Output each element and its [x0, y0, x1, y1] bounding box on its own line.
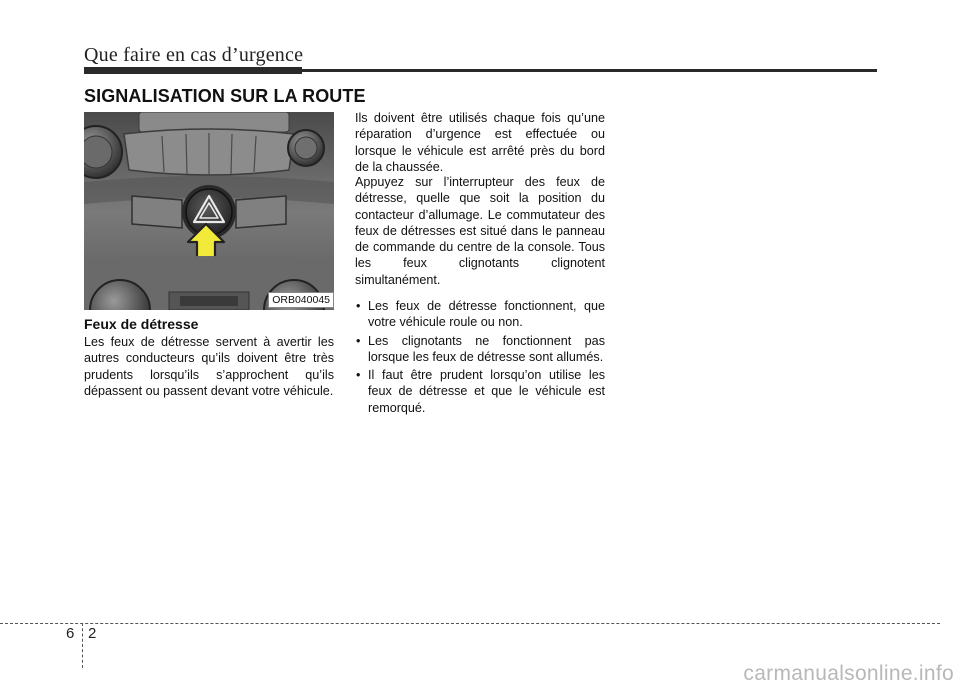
list-item: • Il faut être prudent lorsqu’on utilise les feux de détresse et que le véhicule est remorqué.: [356, 368, 605, 415]
footer-rule: [0, 623, 940, 624]
header-rule-accent: [84, 67, 302, 74]
bullet-icon: •: [356, 368, 361, 383]
bullet-icon: •: [356, 299, 361, 313]
page-header-title: Que faire en cas d’urgence: [84, 44, 304, 66]
dashboard-illustration: [84, 112, 334, 310]
list-item: • Les clignotants ne fonctionnent pas lorsque les feux de détresse sont allumés.: [356, 333, 605, 364]
page-number: 2: [88, 625, 97, 642]
section-heading: SIGNALISATION SUR LA ROUTE: [84, 86, 366, 106]
chapter-number: 6: [66, 625, 75, 642]
hazard-switch-figure: [84, 112, 334, 310]
usage-paragraph: Ils doivent être utilisés chaque fois qu’une réparation d’urgence est effectuée ou lorsque le véhicule est arrêté près du bord de la chaussée.: [355, 111, 605, 174]
watermark: carmanualsonline.info: [743, 662, 954, 685]
list-item: • Les feux de détresse fonctionnent, que votre véhicule roule ou non.: [356, 299, 605, 330]
hazard-intro-paragraph: Les feux de détresse servent à avertir les autres conducteurs qu’ils doivent être très prudents lorsqu’ils s’approchent qu’ils dépassent ou passent devant votre véhicule.: [84, 335, 334, 398]
bullet-icon: •: [356, 333, 361, 348]
notes-list: [355, 298, 605, 418]
hazard-subheading: Feux de détresse: [84, 316, 199, 332]
figure-code-label: ORB040045: [268, 292, 334, 308]
footer-vertical-rule: [82, 623, 83, 668]
switch-paragraph: Appuyez sur l’interrupteur des feux de détresse, quelle que soit la position du contacteur d’allumage. Le commutateur des feux de détresses est situé dans le panneau de commande du centre de la console. Tous les feux clignotants clignotent simultanément.: [355, 175, 605, 287]
